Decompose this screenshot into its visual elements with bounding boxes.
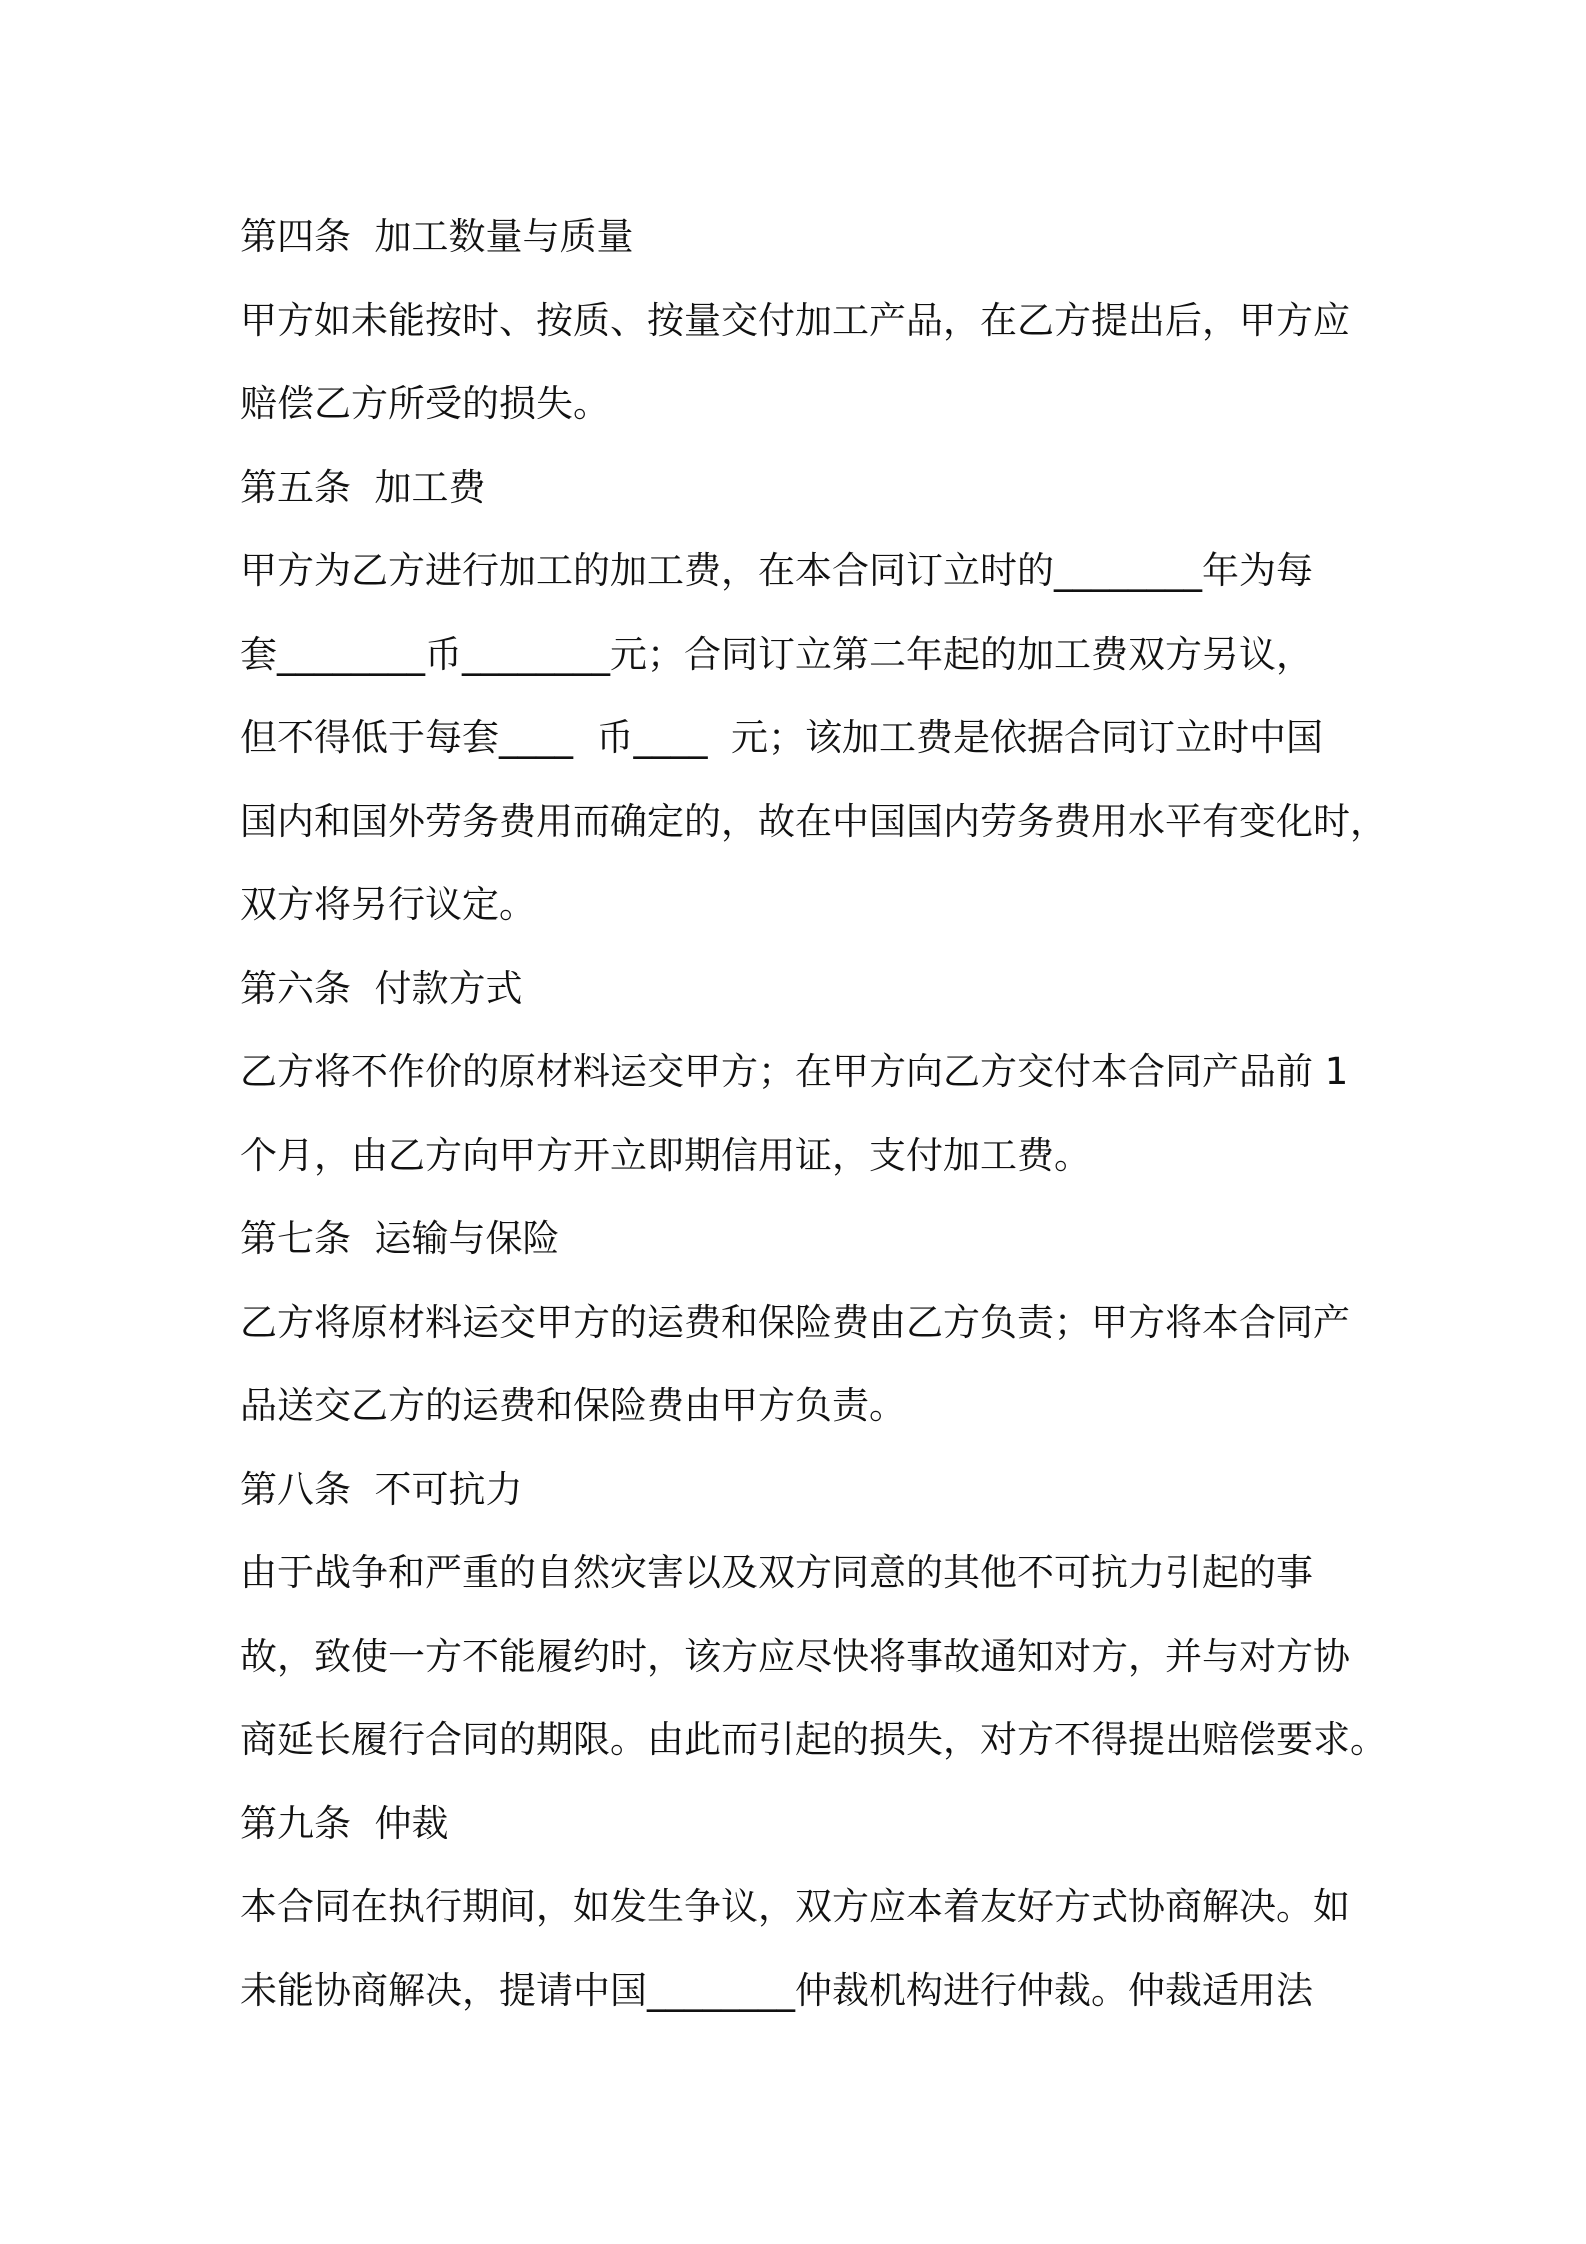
article-9-text-line: 未能协商解决，提请中国________仲裁机构进行仲裁。仲裁适用法 [240, 1968, 1313, 2012]
article-8-heading: 第八条 不可抗力 [240, 1467, 523, 1511]
article-4-text-line: 甲方如未能按时、按质、按量交付加工产品，在乙方提出后，甲方应 [240, 298, 1350, 342]
article-9-heading: 第九条 仲裁 [240, 1801, 449, 1845]
article-7-text-line: 乙方将原材料运交甲方的运费和保险费由乙方负责；甲方将本合同产 [240, 1300, 1350, 1344]
article-5-text-line: 套________币________元；合同订立第二年起的加工费双方另议， [240, 632, 1313, 676]
article-6-text-line: 乙方将不作价的原材料运交甲方；在甲方向乙方交付本合同产品前 1 [240, 1050, 1349, 1093]
article-8-text-line: 商延长履行合同的期限。由此而引起的损失，对方不得提出赔偿要求。 [240, 1718, 1387, 1761]
article-5-text-line: 甲方为乙方进行加工的加工费，在本合同订立时的________年为每 [240, 549, 1313, 592]
article-7-text-line: 品送交乙方的运费和保险费由甲方负责。 [240, 1384, 906, 1427]
article-9-text-line: 本合同在执行期间，如发生争议，双方应本着友好方式协商解决。如 [240, 1885, 1350, 1928]
article-8-text-line: 由于战争和严重的自然灾害以及双方同意的其他不可抗力引起的事 [240, 1551, 1313, 1594]
article-8-text-line: 故，致使一方不能履约时，该方应尽快将事故通知对方，并与对方协 [240, 1634, 1350, 1678]
document-body [240, 195, 1387, 2032]
article-6-text-line: 个月，由乙方向甲方开立即期信用证，支付加工费。 [240, 1133, 1091, 1177]
article-5-text-line: 双方将另行议定。 [240, 883, 536, 926]
article-7-heading: 第七条 运输与保险 [240, 1217, 560, 1260]
article-4-heading: 第四条 加工数量与质量 [240, 215, 634, 258]
article-5-text-line: 但不得低于每套____ 币____ 元；该加工费是依据合同订立时中国 [240, 716, 1324, 759]
article-5-text-line: 国内和国外劳务费用而确定的，故在中国国内劳务费用水平有变化时， [240, 799, 1387, 843]
article-4-text-line: 赔偿乙方所受的损失。 [240, 382, 610, 425]
article-5-heading: 第五条 加工费 [240, 465, 486, 509]
article-6-heading: 第六条 付款方式 [240, 966, 523, 1010]
